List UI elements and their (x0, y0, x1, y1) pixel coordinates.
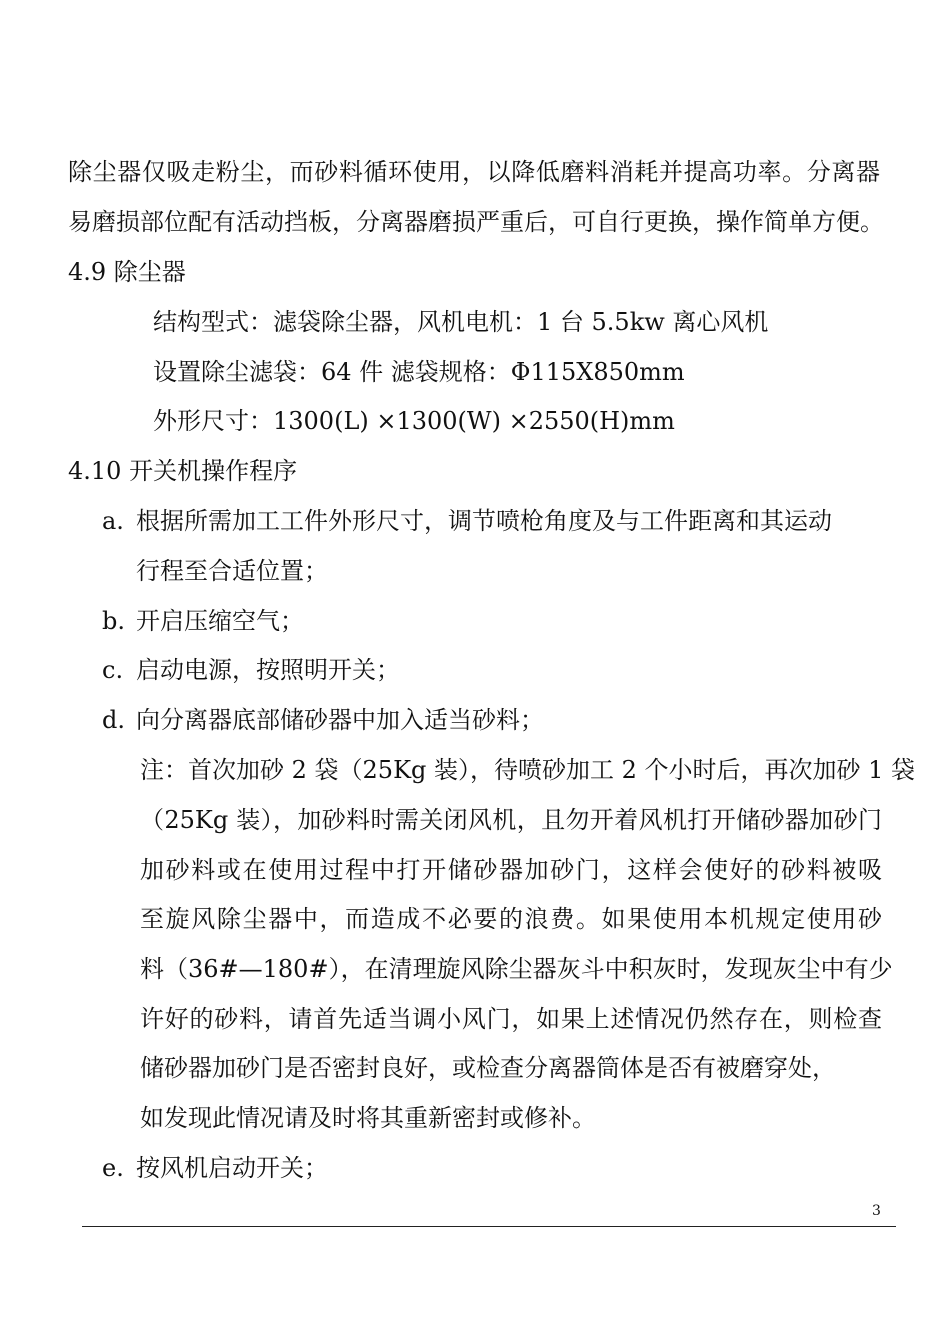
paragraph-line-1: 除尘器仅吸走粉尘，而砂料循环使用，以降低磨料消耗并提高功率。分离器 (68, 158, 880, 186)
list-marker: c. (102, 656, 124, 684)
note-line: 储砂器加砂门是否密封良好，或检查分离器筒体是否有被磨穿处， (140, 1054, 836, 1082)
note-line: 注：首次加砂 2 袋（25Kg 装），待喷砂加工 2 个小时后，再次加砂 1 袋 (140, 756, 916, 784)
list-item-text: 启动电源，按照明开关； (136, 656, 400, 684)
footer-rule (82, 1226, 896, 1227)
spec-dimensions: 外形尺寸：1300(L) ×1300(W) ×2550(H)mm (153, 407, 675, 435)
page-number: 3 (872, 1203, 881, 1219)
list-item-text: 根据所需加工工件外形尺寸，调节喷枪角度及与工件距离和其运动 (136, 507, 832, 535)
note-line: 许好的砂料，请首先适当调小风门，如果上述情况仍然存在，则检查 (140, 1005, 882, 1033)
note-line: 料（36#—180#），在清理旋风除尘器灰斗中积灰时，发现灰尘中有少 (140, 955, 893, 983)
note-line: 至旋风除尘器中，而造成不必要的浪费。如果使用本机规定使用砂 (140, 905, 882, 933)
list-item-text: 开启压缩空气； (136, 607, 304, 635)
list-item-text: 向分离器底部储砂器中加入适当砂料； (136, 706, 544, 734)
list-marker: b. (102, 607, 125, 635)
list-marker: a. (102, 507, 124, 535)
section-heading-4-10: 4.10 开关机操作程序 (68, 457, 298, 485)
list-marker: d. (102, 706, 125, 734)
note-line: 加砂料或在使用过程中打开储砂器加砂门，这样会使好的砂料被吸 (140, 856, 882, 884)
list-item-text: 行程至合适位置； (136, 557, 328, 585)
spec-filter-bags: 设置除尘滤袋：64 件 滤袋规格：Φ115X850mm (153, 358, 685, 386)
list-marker: e. (102, 1154, 124, 1182)
note-line: 如发现此情况请及时将其重新密封或修补。 (140, 1104, 596, 1132)
note-line: （25Kg 装），加砂料时需关闭风机，且勿开着风机打开储砂器加砂门 (140, 806, 882, 834)
section-heading-4-9: 4.9 除尘器 (68, 258, 186, 286)
paragraph-line-2: 易磨损部位配有活动挡板，分离器磨损严重后，可自行更换，操作简单方便。 (68, 208, 884, 236)
list-item-text: 按风机启动开关； (136, 1154, 328, 1182)
spec-structure: 结构型式：滤袋除尘器，风机电机：1 台 5.5kw 离心风机 (153, 308, 769, 336)
